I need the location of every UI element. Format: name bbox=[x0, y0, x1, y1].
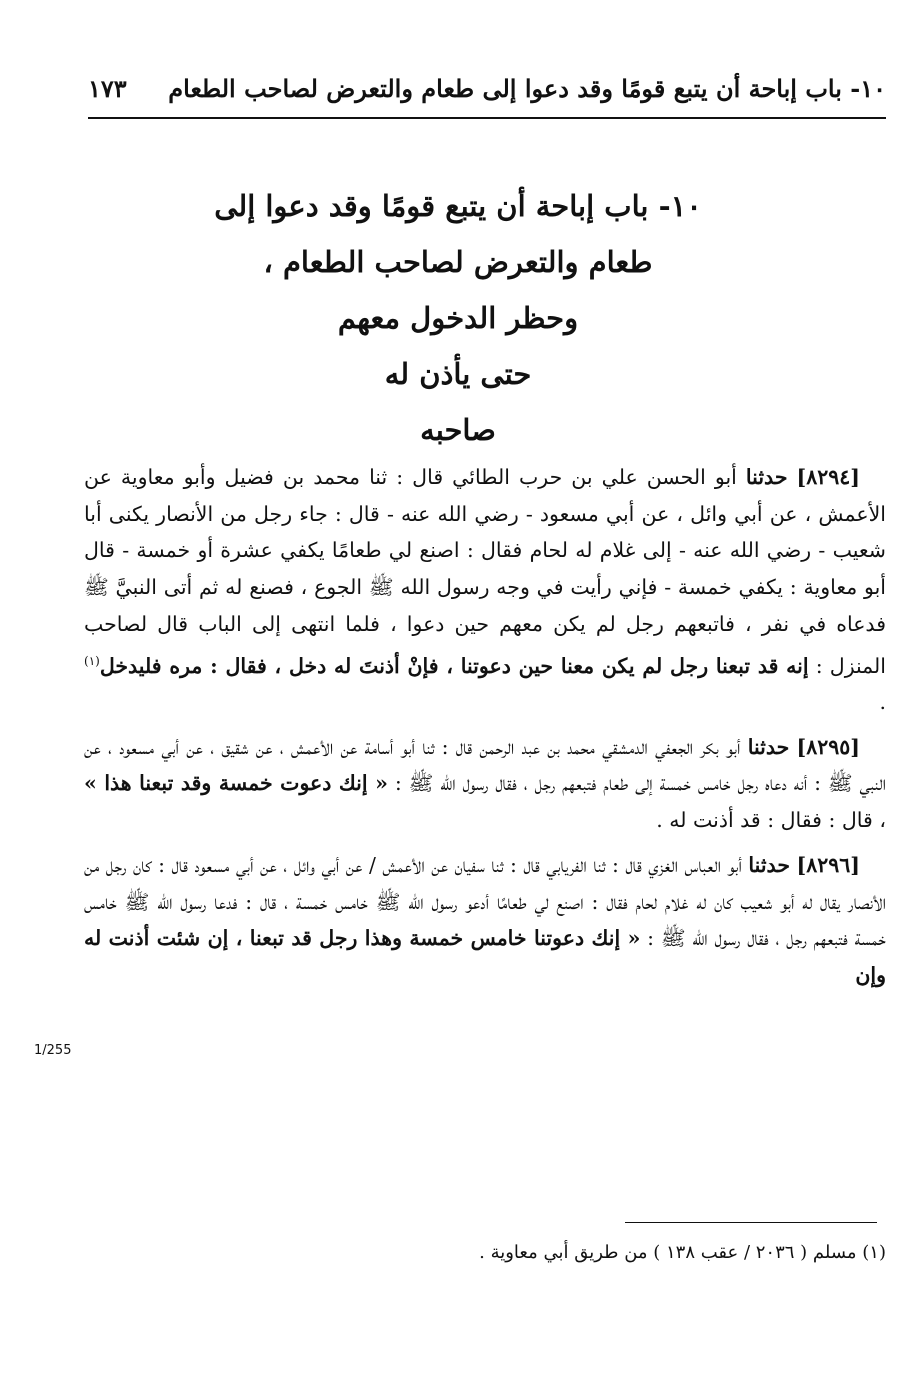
chapter-title-line-1: ١٠- باب إباحة أن يتبع قومًا وقد دعوا إلى bbox=[214, 189, 702, 223]
hadith-quote: « إنك دعوتنا خامس خمسة وهذا رجل قد تبعنا ، إن شئت أذنت له وإن bbox=[84, 926, 886, 987]
running-title: ١٠- باب إباحة أن يتبع قومًا وقد دعوا إلى طعام والتعرض لصاحب الطعام bbox=[168, 73, 886, 103]
footnote-reference: (١) bbox=[84, 653, 100, 668]
margin-reference: 1/255 bbox=[34, 1043, 72, 1058]
chapter-title-line-4: حتى يأذن له bbox=[384, 357, 532, 391]
chapter-title-line-2: طعام والتعرض لصاحب الطعام ، bbox=[263, 245, 653, 279]
page-number: ١٧٣ bbox=[88, 73, 127, 103]
hadith-opening: حدثنا bbox=[745, 465, 788, 489]
hadith-text: أبو العباس الغزي قال : ثنا الفريابي قال : ثنا سفيان عن الأعمش / عن أبي وائل ، عن أبي مسعود قال : كان رجل من الأنصار يقال له أبو شعيب كان له غلام لحام فقال : اصنع لي طعامًا أدعو رسول الله ﷺ خامس خمسة ، قال : فدعا رسول الله ﷺ خامس خمسة فتبعهم رجل ، فقال رسول الله ﷺ : bbox=[84, 852, 886, 951]
hadith-text: أبو الحسن علي بن حرب الطائي قال : ثنا محمد بن فضيل وأبو معاوية عن الأعمش ، عن أبي وائل ، عن أبي مسعود - رضي الله عنه - قال : جاء رجل من الأنصار يكنى أبا شعيب - رضي الله عنه - إلى غلام له لحام فقال : اصنع لي طعامًا يكفي عشرة أو خمسة - قال أبو معاوية : يكفي خمسة - فإني رأيت في وجه رسول الله ﷺ الجوع ، فصنع له ثم أتى النبيَّ ﷺ فدعاه في نفر ، فاتبعهم رجل لم يكن معهم حين دعوا ، فلما انتهى إلى الباب قال لصاحب المنزل : bbox=[84, 465, 886, 678]
hadith-8296 bbox=[84, 847, 886, 994]
hadith-number: [٨٢٩٦] bbox=[796, 852, 860, 877]
running-header bbox=[88, 68, 886, 108]
hadith-text: أبو بكر الجعفي الدمشقي محمد بن عبد الرحمن قال : ثنا أبو أسامة عن الأعمش ، عن شقيق ، عن أبي مسعود ، عن النبي ﷺ : أنه دعاه رجل خامس خمسة إلى طعام فتبعهم رجل ، فقال رسول الله ﷺ : bbox=[84, 734, 886, 796]
chapter-title bbox=[200, 178, 716, 458]
hadith-opening: حدثنا bbox=[747, 734, 790, 759]
chapter-title-line-5: صاحبه bbox=[420, 413, 496, 447]
hadith-number: [٨٢٩٤] bbox=[796, 465, 860, 489]
footnote-rule bbox=[625, 1222, 877, 1223]
hadith-opening: حدثنا bbox=[748, 852, 790, 877]
hadith-number: [٨٢٩٥] bbox=[796, 734, 860, 759]
hadith-text-after: ، قال : فقال : قد أذنت له . bbox=[656, 808, 886, 833]
hadith-8294 bbox=[84, 459, 886, 721]
hadith-quote: إنه قد تبعنا رجل لم يكن معنا حين دعوتنا ، فإنْ أذنتَ له دخل ، فقال : مره فليدخل bbox=[99, 653, 809, 678]
main-text bbox=[84, 459, 886, 1002]
chapter-title-line-3: وحظر الدخول معهم bbox=[337, 301, 579, 335]
hadith-quote: « إنك دعوت خمسة وقد تبعنا هذا » bbox=[84, 771, 388, 796]
hadith-8295 bbox=[84, 729, 886, 839]
footnote: (١) مسلم ( ٢٠٣٦ / عقب ١٣٨ ) من طريق أبي معاوية . bbox=[479, 1242, 886, 1263]
hadith-ending: . bbox=[879, 690, 886, 715]
header-rule bbox=[88, 117, 886, 119]
